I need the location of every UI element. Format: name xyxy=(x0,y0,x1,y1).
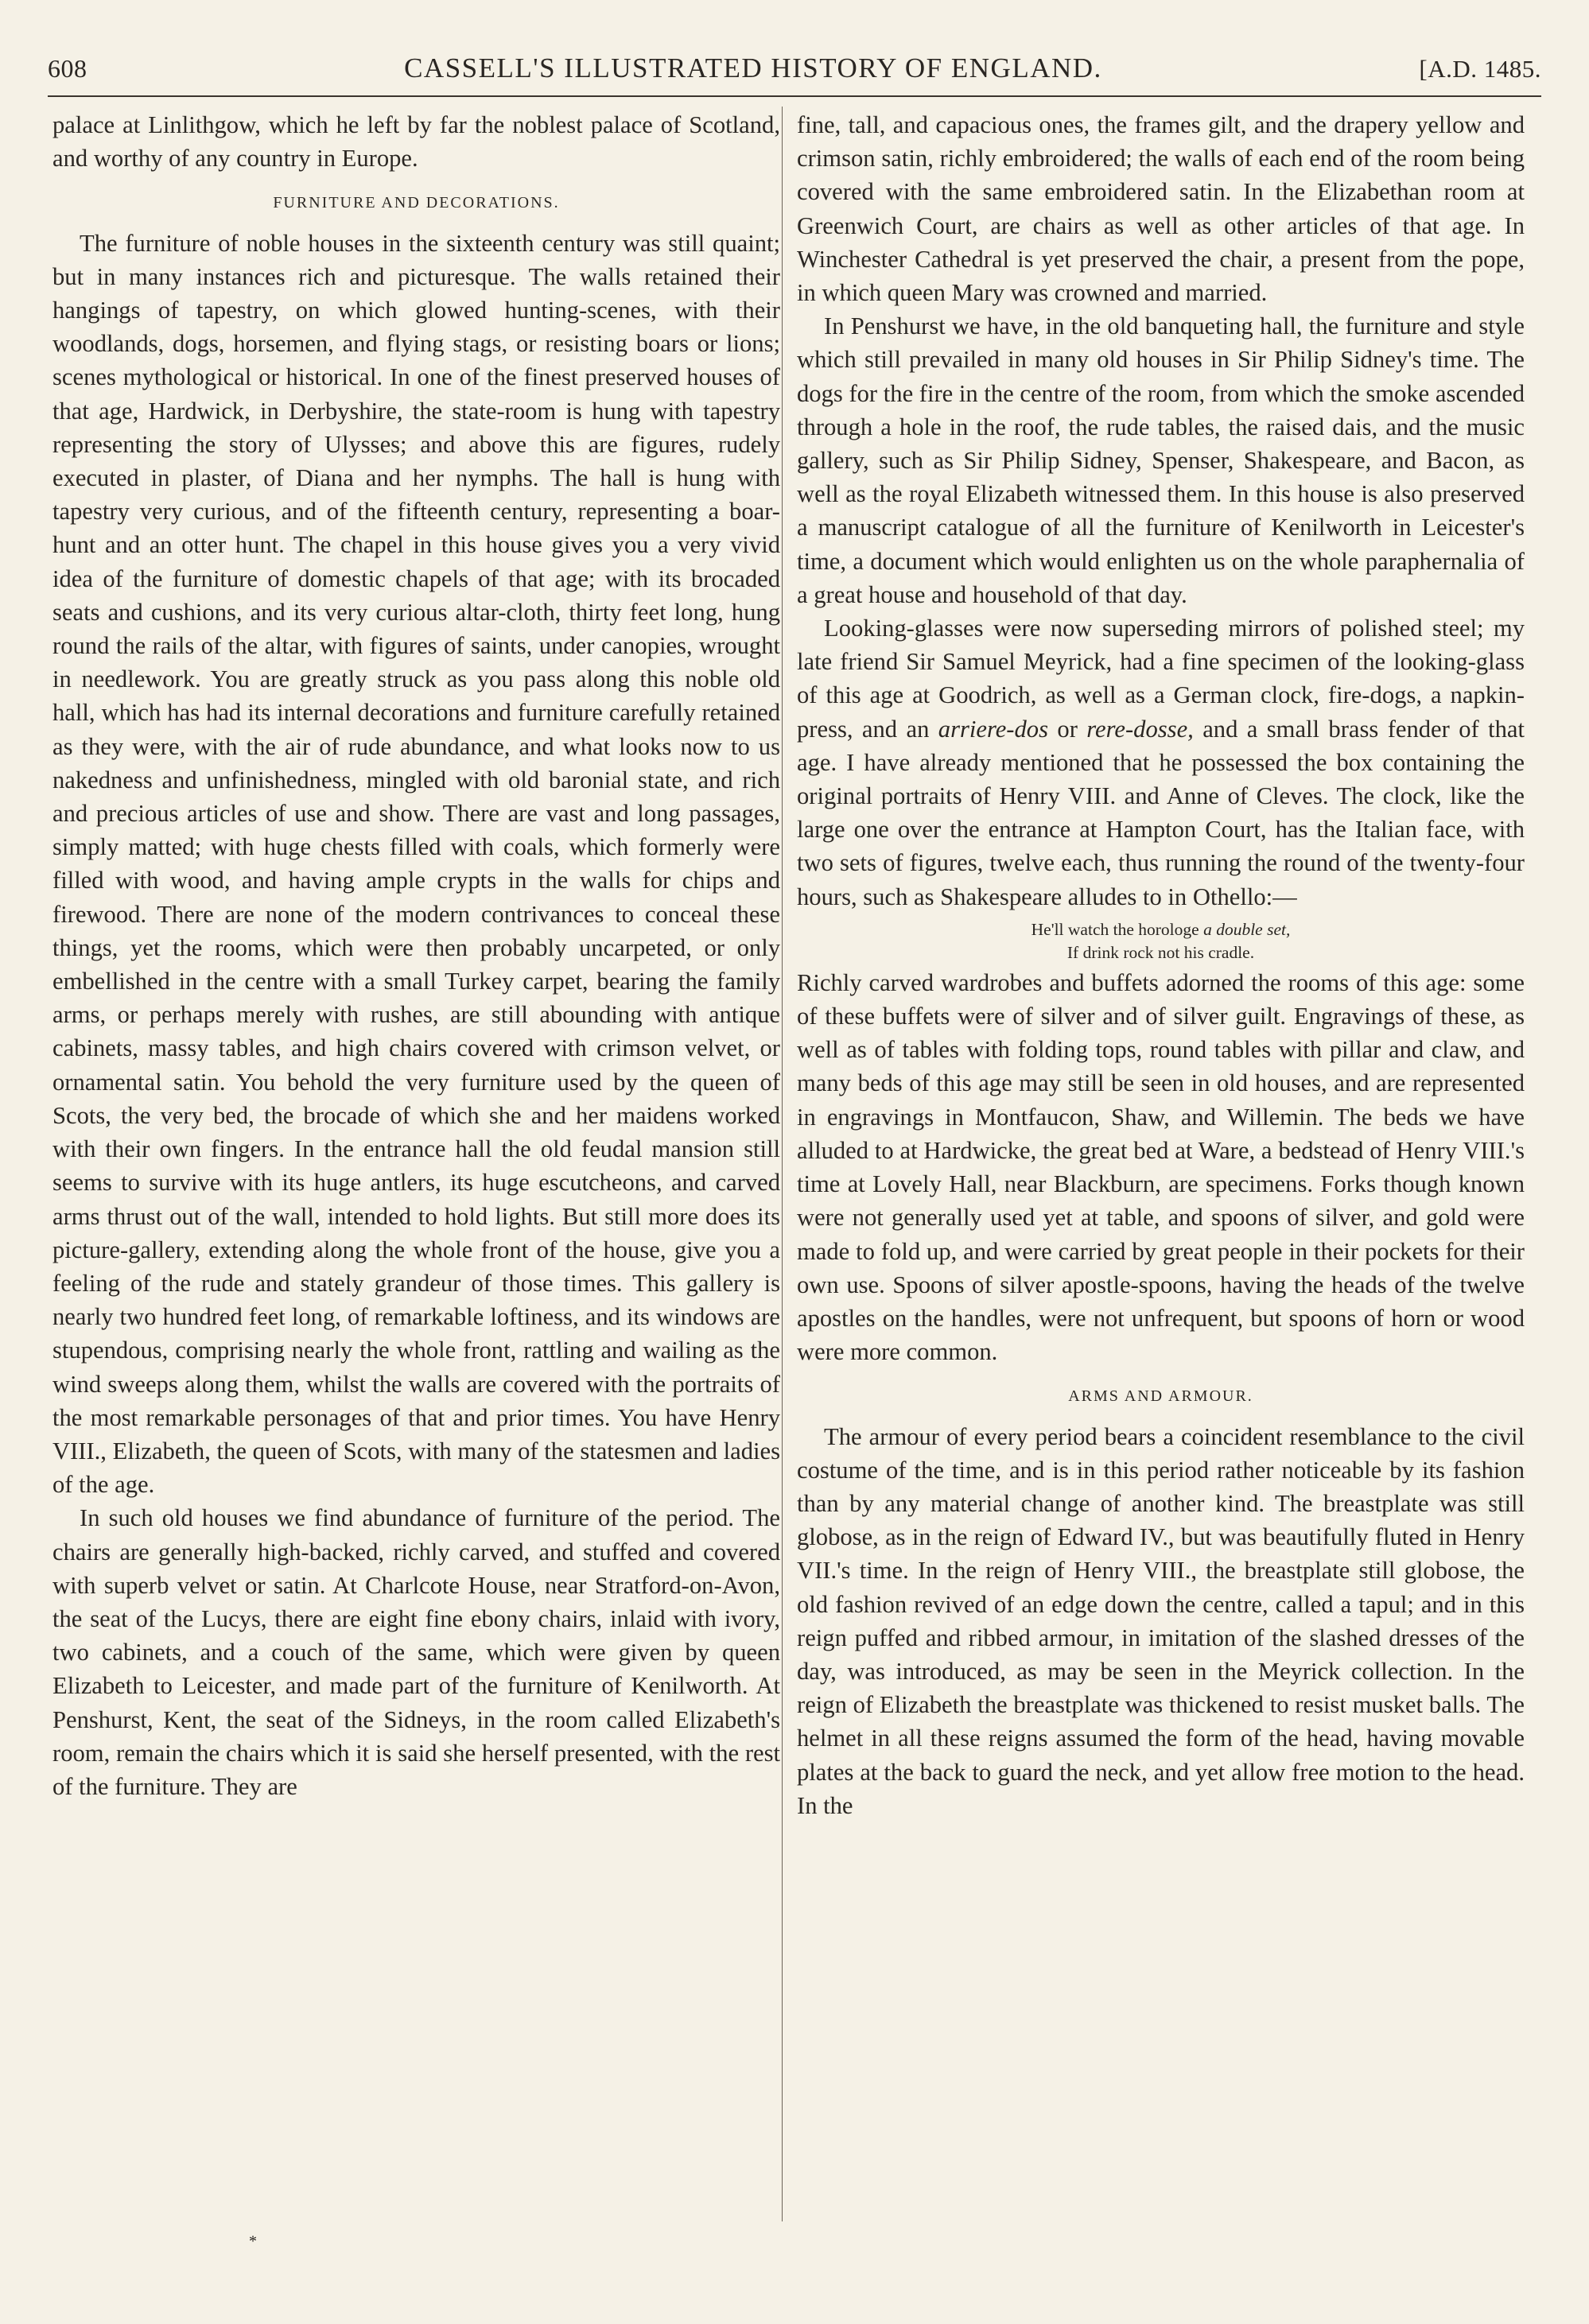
right-paragraph-3: Richly carved wardrobes and buffets adorned the rooms of this age: some of these buffets were of silver and of silver guilt. Engravings of these, as well as of tables with folding tops, round tables with pillar and claw, and many beds of this age may still be seen in old houses, and are represented in engravings in Montfaucon, Shaw, and Willemin. The beds we have alluded to at Hardwicke, the great bed at Ware, a bedstead of Henry VIII.'s time at Lovely Hall, near Blackburn, are specimens. Forks though known were not generally used yet at table, and spoons of silver, and gold were made to fold up, and were carried by great people in their pockets for their own use. Spoons of silver apostle-spoons, having the heads of the twelve apostles on the handles, were not unfrequent, but spoons of horn or wood were more common. xyxy=(797,968,1525,1366)
right-paragraph-2 xyxy=(797,611,1525,914)
p2-text-c: and a small brass fender of that age. I have already mentioned that he possessed the box containing the original portraits of Henry VIII. and Anne of Cleves. The clock, like the large one over the entrance at Hampton Court, has the Italian face, with two sets of figures, twelve each, thus running the round of the twenty-four hours, such as Shakespeare alludes to in Othello:— xyxy=(797,715,1525,910)
quote-line-1: He'll watch the horologe a double set, xyxy=(1031,919,1291,939)
section-heading-arms: ARMS AND ARMOUR. xyxy=(1068,1387,1253,1406)
p2-text-a: Looking-glasses were now superseding mirrors of polished steel; my late friend Sir Samuel Meyrick, had a fine specimen of the looking-glass of this age at Goodrich, as well as a German clock, fire-dogs, a napkin-press, and an xyxy=(797,615,1525,743)
running-date: [A.D. 1485. xyxy=(1419,55,1541,83)
left-paragraph-1: The furniture of noble houses in the sixteenth century was still quaint; but in many instances rich and picturesque. The walls retained their hangings of tapestry, on which glowed hunting-scenes, with their woodlands, dogs, horsemen, and flying stags, or resisting boars or lions; scenes mythological or historical. In one of the finest preserved houses of that age, Hardwick, in Derbyshire, the state-room is hung with tapestry representing the story of Ulysses; and above this are figures, rudely executed in plaster, of Diana and her nymphs. The hall is hung with tapestry very curious, and of the fifteenth century, representing a boar-hunt and an otter hunt. The chapel in this house gives you a very vivid idea of the furniture of domestic chapels of that age; with its brocaded seats and cushions, and its very curious altar-cloth, thirty feet long, hung round the rails of the altar, with figures of saints, under canopies, wrought in needlework. You are greatly struck as you pass along this noble old hall, which has had its internal decorations and furniture carefully retained as they were, with the air of rude abundance, and what looks now to us nakedness and unfinishedness, mingled with old baronial state, and rich and precious articles of use and show. There are vast and long passages, simply matted; with huge chests filled with coals, which formerly were filled with wood, and having ample crypts in the walls for chips and firewood. There are none of the modern contrivances to conceal these things, yet the rooms, which were then probably uncarpeted, or only embellished in the centre with a small Turkey carpet, bearing the family arms, or perhaps merely with rushes, are still abounding with antique cabinets, massy tables, and high chairs covered with crimson velvet, or ornamental satin. You behold the very furniture used by the queen of Scots, the very bed, the brocade of which she and her maidens worked with their own fingers. In the entrance hall the old feudal mansion still seems to survive with its huge antlers, its huge escutcheons, and carved arms thrust out of the wall, intended to hold lights. But still more does its picture-gallery, extending along the whole front of the house, give you a feeling of the rude and stately grandeur of those times. This gallery is nearly two hundred feet long, of remarkable loftiness, and its windows are stupendous, comprising nearly the whole front, rattling and wailing as the wind sweeps along them, whilst the walls are covered with the portraits of the most remarkable personages of that and prior times. You have Henry VIII., Elizabeth, the queen of Scots, with many of the statesmen and ladies of the age. xyxy=(52,229,780,1499)
othello-quote xyxy=(797,918,1525,964)
header-rule xyxy=(48,95,1541,97)
right-column xyxy=(797,108,1525,2223)
left-column xyxy=(52,108,780,2223)
p2-text-b: or xyxy=(1048,715,1087,743)
right-paragraph-continued: fine, tall, and capacious ones, the frames gilt, and the drapery yellow and crimson satin, richly embroidered; the walls of each end of the room being covered with the same embroidered satin. In the Elizabethan room at Greenwich Court, are chairs as well as other articles of that age. In Winchester Cathedral is yet preserved the chair, a present from the pope, in which queen Mary was crowned and married. xyxy=(797,111,1525,307)
right-paragraph-1: In Penshurst we have, in the old banqueting hall, the furniture and style which still prevailed in many old houses in Sir Philip Sidney's time. The dogs for the fire in the centre of the room, from which the smoke ascended through a hole in the roof, the rude tables, the raised dais, and the music gallery, such as Sir Philip Sidney, Spenser, Shakespeare, and Bacon, as well as the royal Elizabeth witnessed them. In this house is also preserved a manuscript catalogue of all the furniture of Kenilworth in Leicester's time, a document which would enlighten us on the whole paraphernalia of a great house and household of that day. xyxy=(797,312,1525,608)
quote-line-2: If drink rock not his cradle. xyxy=(1066,942,1255,962)
right-paragraph-4: The armour of every period bears a coincident resemblance to the civil costume of the time, and is in this period rather noticeable by its fashion than by any material change of another kind. The breastplate was still globose, as in the reign of Edward IV., but was beautifully fluted in Henry VII.'s time. In the reign of Henry VIII., the breastplate still globose, the old fashion revived of an edge down the centre, called a tapul; and in this reign puffed and ribbed armour, in imitation of the slashed dresses of the day, was introduced, as may be seen in the Meyrick collection. In the reign of Elizabeth the breastplate was thickened to resist musket balls. The helmet in all these reigns assumed the form of the head, having movable plates at the back to guard the neck, and yet allow free motion to the head. In the xyxy=(797,1422,1525,1819)
p2-italic-arriere-dos: arriere-dos xyxy=(938,715,1048,743)
running-head xyxy=(48,52,1541,87)
running-title: CASSELL'S ILLUSTRATED HISTORY OF ENGLAND. xyxy=(404,52,1102,83)
p2-italic-rere-dosse: rere-dosse, xyxy=(1086,715,1194,743)
page-number: 608 xyxy=(48,54,87,83)
left-paragraph-2: In such old houses we find abundance of furniture of the period. The chairs are generally high-backed, richly carved, and stuffed and covered with superb velvet or satin. At Charlcote House, near Stratford-on-Avon, the seat of the Lucys, there are eight fine ebony chairs, inlaid with ivory, two cabinets, and a couch of the same, which were given by queen Elizabeth to Leicester, and made part of the furniture of Kenilworth. At Penshurst, Kent, the seat of the Sidneys, in the room called Elizabeth's room, remain the chairs which it is said she herself presented, with the rest of the furniture. They are xyxy=(52,1504,780,1800)
footer-mark: * xyxy=(249,2233,257,2250)
column-divider xyxy=(782,107,783,2221)
section-heading-furniture: FURNITURE AND DECORATIONS. xyxy=(273,194,560,212)
left-paragraph-continued: palace at Linlithgow, which he left by far the noblest palace of Scotland, and worthy of any country in Europe. xyxy=(52,111,780,173)
